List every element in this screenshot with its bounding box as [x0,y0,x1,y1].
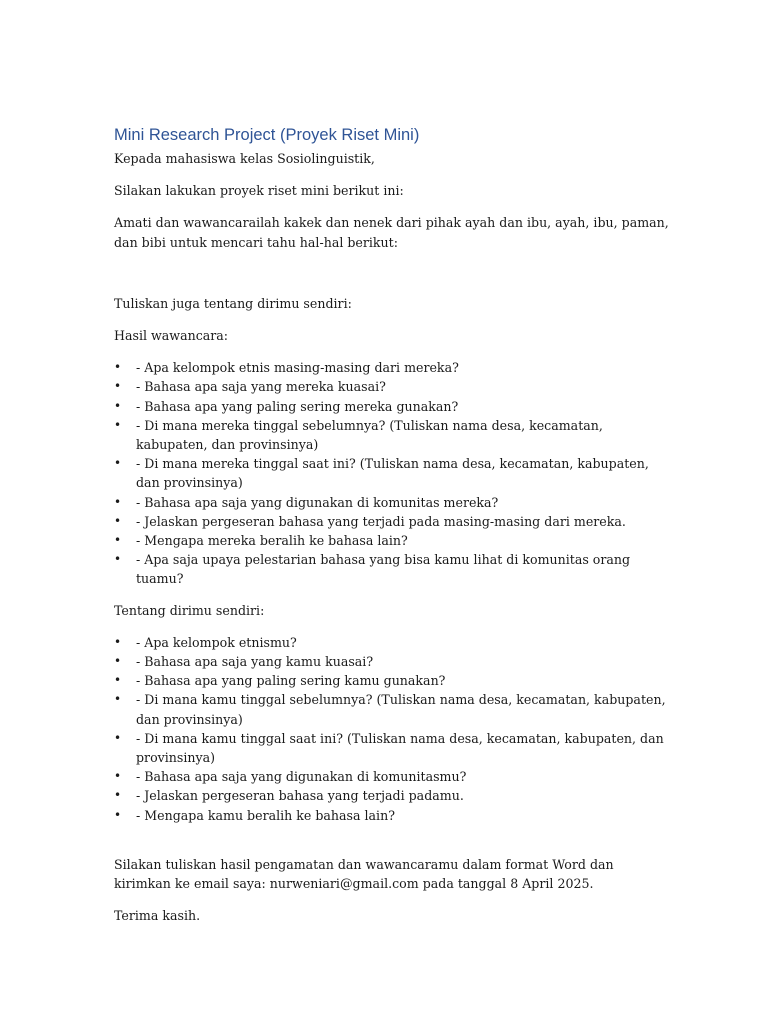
document-page [114,125,674,926]
list-item [114,806,674,825]
list-item [114,531,674,550]
self-note-text: Tuliskan juga tentang dirimu sendiri: [114,295,352,311]
list-item-text: - Di mana mereka tinggal saat ini? (Tuliskan nama desa, kecamatan, kabupaten, dan provinsinya) [136,456,649,491]
bullet-icon: • [114,673,122,688]
bullet-icon: • [114,552,122,567]
bullet-icon: • [114,654,122,669]
list-item-text: - Di mana kamu tinggal sebelumnya? (Tuliskan nama desa, kecamatan, kabupaten, dan provinsinya) [136,692,666,727]
submission-text: Silakan tuliskan hasil pengamatan dan wawancaramu dalam format Word dan kirimkan ke email saya: nurweniari@gmail.com pada tanggal 8 April 2025. [114,856,614,892]
list-item-text: - Bahasa apa saja yang digunakan di komunitas mereka? [136,494,499,510]
bullet-icon: • [114,533,122,548]
list-item-text: - Apa kelompok etnis masing-masing dari mereka? [136,360,459,376]
bullet-icon: • [114,398,122,413]
list-item [114,416,674,454]
bullet-icon: • [114,379,122,394]
bullet-icon: • [114,769,122,784]
list-item [114,671,674,690]
list-item [114,358,674,377]
bullet-icon: • [114,417,122,432]
list-item [114,550,674,588]
self-list [114,633,674,825]
greeting-text: Kepada mahasiswa kelas Sosiolinguistik, [114,151,375,166]
bullet-icon: • [114,730,122,745]
list-item [114,377,674,396]
list-item [114,690,674,728]
bullet-icon: • [114,807,122,822]
bullet-icon: • [114,513,122,528]
list-item-text: - Bahasa apa yang paling sering kamu gunakan? [136,673,446,689]
list-item-text: - Mengapa mereka beralih ke bahasa lain? [136,533,408,549]
self-heading: Tentang dirimu sendiri: [114,602,265,618]
list-item [114,786,674,805]
bullet-icon: • [114,692,122,707]
task-text: Amati dan wawancarailah kakek dan nenek dari pihak ayah dan ibu, ayah, ibu, paman, dan bibi untuk mencari tahu hal-hal berikut: [114,215,669,250]
list-item [114,767,674,786]
list-item-text: - Jelaskan pergeseran bahasa yang terjadi padamu. [136,788,464,804]
list-item-text: - Bahasa apa saja yang kamu kuasai? [136,654,374,670]
list-item [114,512,674,531]
list-item-text: - Apa kelompok etnismu? [136,634,297,650]
list-item-text: - Apa saja upaya pelestarian bahasa yang bisa kamu lihat di komunitas orang tuamu? [136,552,631,587]
list-item-text: - Bahasa apa yang paling sering mereka gunakan? [136,398,459,414]
list-item [114,729,674,767]
list-item-text: - Mengapa kamu beralih ke bahasa lain? [136,807,395,823]
list-item-text: - Di mana kamu tinggal saat ini? (Tuliskan nama desa, kecamatan, kabupaten, dan provinsinya) [136,730,664,766]
list-item [114,397,674,416]
interview-heading: Hasil wawancara: [114,328,229,344]
list-item [114,493,674,512]
list-item [114,652,674,671]
bullet-icon: • [114,788,122,803]
interview-list [114,358,674,588]
instruction-text: Silakan lakukan proyek riset mini berikut ini: [114,183,404,199]
bullet-icon: • [114,494,122,509]
bullet-icon: • [114,634,122,649]
bullet-icon: • [114,456,122,471]
document-title: Mini Research Project (Proyek Riset Mini) [114,126,420,144]
list-item [114,633,674,652]
closing-text: Terima kasih. [114,908,201,924]
list-item-text: - Di mana mereka tinggal sebelumnya? (Tuliskan nama desa, kecamatan, kabupaten, dan provinsinya) [136,417,603,453]
list-item-text: - Jelaskan pergeseran bahasa yang terjadi pada masing-masing dari mereka. [136,513,626,529]
bullet-icon: • [114,360,122,375]
list-item-text: - Bahasa apa saja yang mereka kuasai? [136,379,386,395]
list-item-text: - Bahasa apa saja yang digunakan di komunitasmu? [136,769,467,785]
list-item [114,454,674,492]
